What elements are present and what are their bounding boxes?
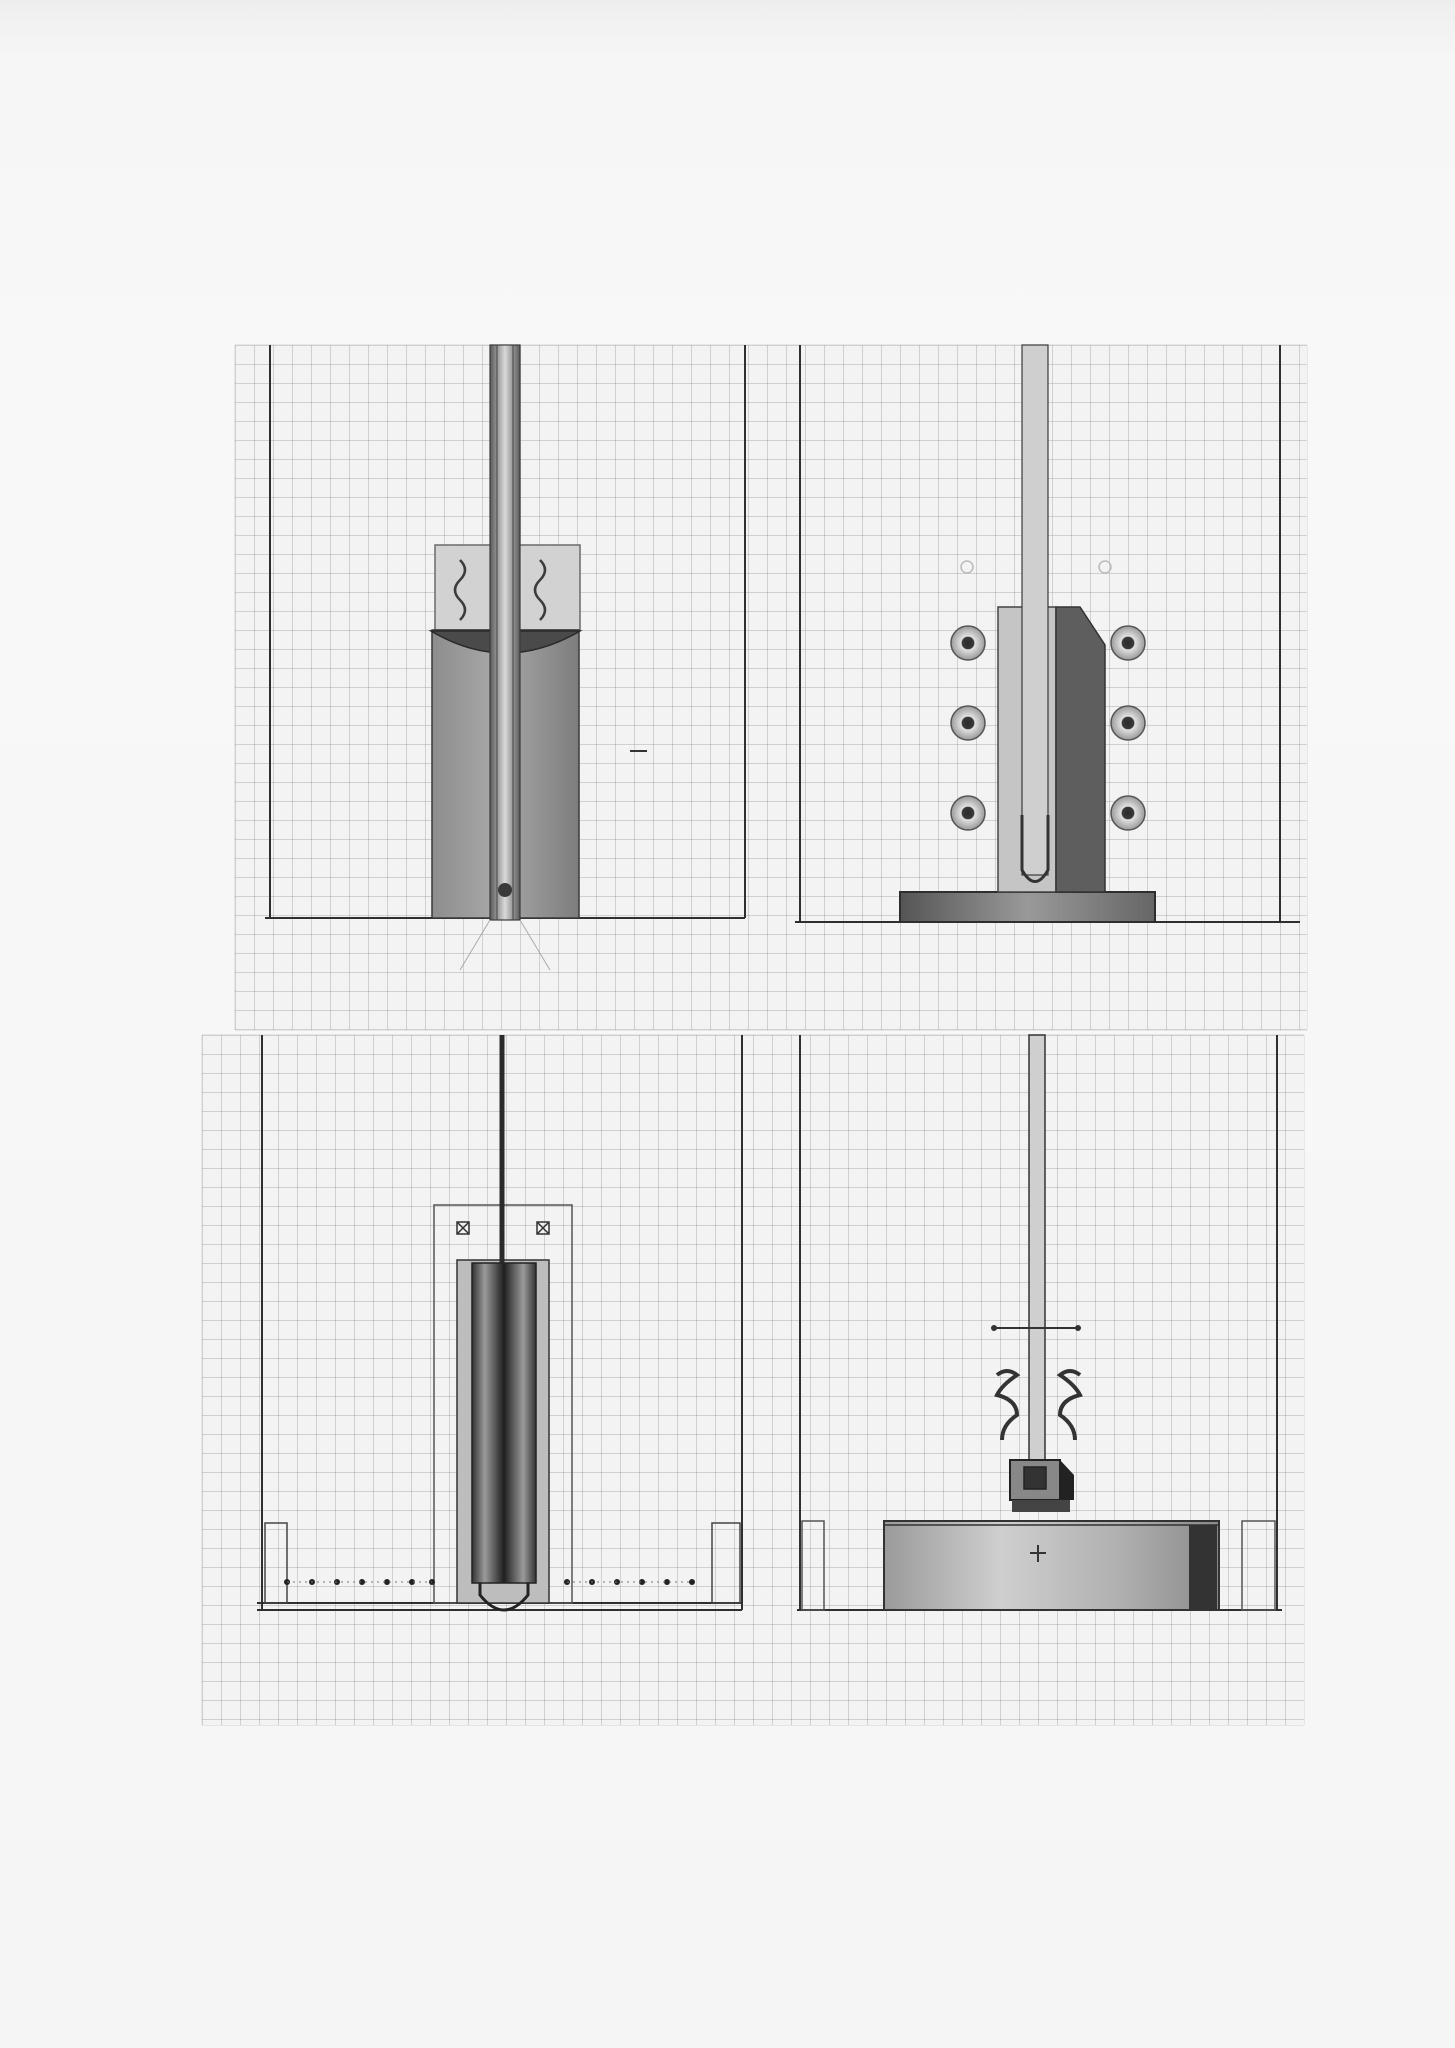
drawing-sleeve-trench [202,1035,757,1725]
spring-icon [997,1371,1017,1440]
spring-icon [1060,1371,1080,1440]
bracket-body-dark [1056,607,1105,892]
drawing-spring-block [762,1035,1304,1725]
bolt-icon [1111,706,1145,740]
bolt-icon [951,626,985,660]
top-sheet [235,345,1307,1030]
sleeve [472,1263,536,1583]
rod [490,345,520,920]
square-x-icon [537,1222,549,1234]
base-plate [900,892,1155,922]
base-box-dark-edge [1189,1525,1217,1610]
right-post [712,1523,740,1603]
panel-cup-holder [235,345,755,1030]
panel-spring-block [762,1035,1304,1725]
rod [1029,1035,1045,1460]
rod-end [498,883,512,897]
panel-bolted-bracket [760,345,1307,1030]
bolt-icon [951,706,985,740]
drawing-cup-holder [235,345,755,1030]
bolt-icon [1111,796,1145,830]
rod [1022,345,1048,875]
bolt-icon [1111,626,1145,660]
drawing-bolted-bracket [760,345,1307,1030]
base-box [884,1521,1219,1610]
left-post [265,1523,287,1603]
bottom-sheet [202,1035,1304,1725]
panel-sleeve-trench [202,1035,757,1725]
bolt-icon [951,796,985,830]
square-x-icon [457,1222,469,1234]
